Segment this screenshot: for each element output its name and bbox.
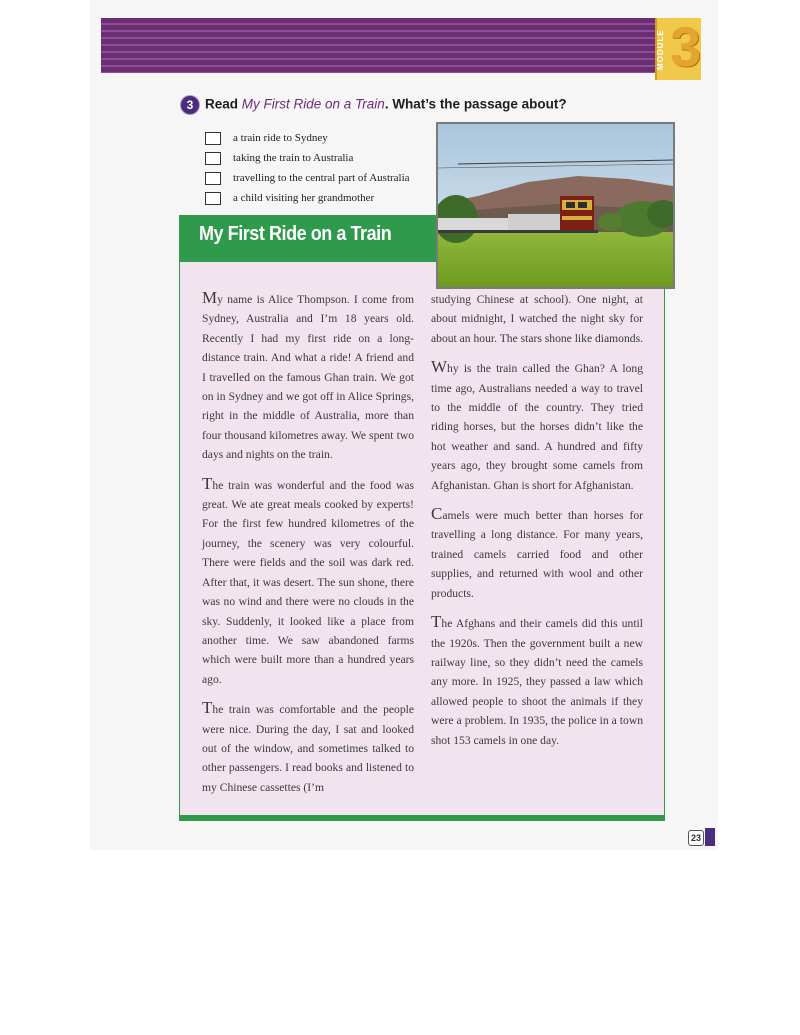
- exercise-instruction: [181, 96, 567, 114]
- article-title: My First Ride on a Train: [199, 223, 392, 245]
- paragraph-text: y name is Alice Thompson. I come from Sydney, Australia and I’m 18 years old. Recently I had my first ride on a long-distance train. And what a ride! A friend and I travelled on the famous Ghan train. We got on in Sydney and we got off in Alice Springs, right in the middle of Australia, more than four thousand kilometres away. We spent two days and nights on the train.: [202, 293, 414, 462]
- instruction-suffix: . What’s the passage about?: [384, 96, 567, 112]
- paragraph: [431, 357, 643, 495]
- paragraph: [202, 474, 414, 689]
- option-label: a train ride to Sydney: [233, 132, 328, 144]
- article-column-left: [202, 288, 414, 806]
- drop-cap: W: [431, 357, 448, 377]
- drop-cap: T: [202, 698, 213, 718]
- drop-cap: T: [431, 612, 442, 632]
- checkbox[interactable]: [205, 172, 221, 185]
- answer-options: [205, 128, 410, 208]
- option-label: taking the train to Australia: [233, 152, 354, 164]
- checkbox[interactable]: [205, 132, 221, 145]
- paragraph: [431, 504, 643, 603]
- paragraph-text: studying Chinese at school). One night, at about midnight, I watched the night sky for about an hour. The stars shone like diamonds.: [431, 293, 643, 345]
- page-number-tab: [705, 828, 715, 846]
- page-number: 23: [688, 830, 704, 846]
- option-label: a child visiting her grandmother: [233, 192, 375, 204]
- paragraph: [202, 698, 414, 797]
- drop-cap: C: [431, 504, 443, 524]
- paragraph: [431, 288, 643, 348]
- checkbox[interactable]: [205, 192, 221, 205]
- option-label: travelling to the central part of Australia: [233, 172, 410, 184]
- answer-option[interactable]: [205, 168, 410, 188]
- paragraph-text: amels were much better than horses for travelling a long distance. For many years, trained camels carried food and other supplies, and returned with wool and other products.: [431, 509, 643, 600]
- article-bottom-bar: [179, 815, 665, 821]
- paragraph-text: he Afghans and their camels did this until the 1920s. Then the government built a new railway line, so they didn’t need the camels any more. In 1925, they passed a law which allowed people to shoot the animals if they were a problem. In 1935, the police in a town shot 153 camels in one day.: [431, 617, 643, 747]
- answer-option[interactable]: [205, 148, 410, 168]
- article-column-right: [431, 288, 643, 759]
- paragraph-text: hy is the train called the Ghan? A long time ago, Australians needed a way to travel to the middle of the country. They tried riding horses, but the horses didn’t like the hot weather and sand. A hundred and fifty years ago, they brought some camels from Afghanistan. Ghan is short for Afghanistan.: [431, 362, 643, 492]
- exercise-number-badge: 3: [181, 96, 199, 114]
- drop-cap: M: [202, 288, 218, 307]
- instruction-title: My First Ride on a Train: [241, 96, 385, 112]
- train-photo: [436, 122, 675, 289]
- answer-option[interactable]: [205, 188, 410, 208]
- paragraph-text: he train was comfortable and the people were nice. During the day, I sat and looked out of the window, and sometimes talked to other passengers. I read books and listened to my Chinese cassettes (I’m: [202, 703, 414, 794]
- module-banner: [101, 18, 698, 73]
- module-label: MODULE: [656, 29, 665, 71]
- paragraph: [431, 612, 643, 750]
- paragraph-text: he train was wonderful and the food was great. We ate great meals cooked by experts! For the first few hundred kilometres of the journey, the scenery was very colourful. There were fields and the soil was dark red. After that, it was desert. The sun shone, there was no wind and there were no clouds in the sky. Suddenly, it looked like a place from another time. We saw abandoned farms which were built more than a hundred years ago.: [202, 478, 414, 686]
- drop-cap: T: [202, 473, 213, 493]
- paragraph: [202, 288, 414, 465]
- instruction-prefix: Read: [205, 96, 242, 112]
- checkbox[interactable]: [205, 152, 221, 165]
- module-number: 3: [670, 15, 702, 78]
- answer-option[interactable]: [205, 128, 410, 148]
